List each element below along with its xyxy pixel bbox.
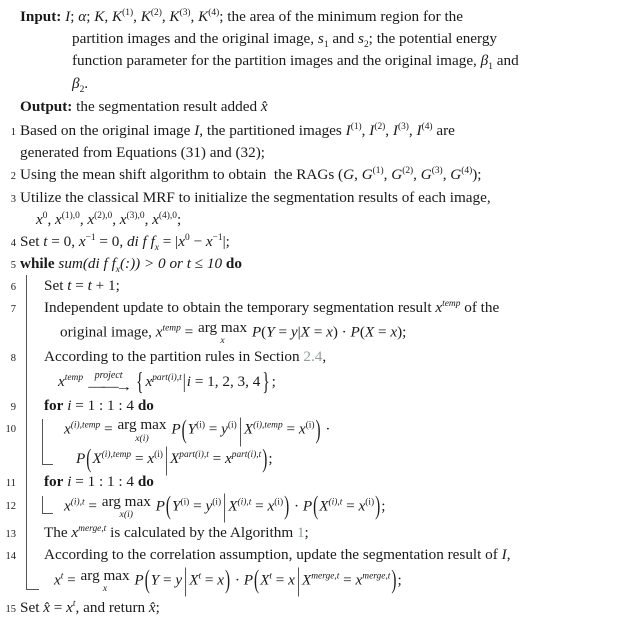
output-line <box>20 96 620 118</box>
step-number: 6 <box>10 282 16 294</box>
step-12-line-1: $x^{(i),t}$ = arg max x(i) $P(Y^{(i)} = y^{(i)}$ | $X^{(i),t} = x^{(i)}) \cdot P(X^{(i),t} = x^{(i)})$; <box>64 487 386 524</box>
while-body <box>0 275 628 598</box>
input-line-1 <box>20 6 620 28</box>
step-body <box>20 346 628 396</box>
project-arrow: project ——→ <box>88 369 130 395</box>
step-body <box>20 487 628 524</box>
step-14-line-1: According to the correlation assumption, update the segmentation result of I, <box>44 545 511 563</box>
step-number: 12 <box>5 500 16 512</box>
step-body <box>20 297 628 345</box>
argmax-operator: arg max x(i) <box>101 492 151 520</box>
step-3-line-2: $x^0$, $x^{(1),0}$, $x^{(2),0}$, $x^{(3),0}$, $x^{(4),0}$; <box>36 210 182 228</box>
for-loop-bracket <box>42 487 628 524</box>
step-9 <box>0 395 628 417</box>
step-11-line-1: for i = 1 : 1 : 4 do <box>44 473 154 491</box>
step-number: 3 <box>10 193 16 205</box>
step-3-line-1: Utilize the classical MRF to initialize the segmentation results of each image, <box>20 188 491 206</box>
step-body <box>20 120 628 164</box>
step-body <box>20 395 628 417</box>
step-2 <box>0 164 628 186</box>
step-5-line-1: while sum(di f $f_x(:)) > 0$ or t ≤ 10 do <box>20 255 242 276</box>
input-line-4: $\beta_2$. <box>72 74 89 95</box>
step-6 <box>0 275 628 297</box>
step-9-line-1: for i = 1 : 1 : 4 do <box>44 397 154 415</box>
argmax-operator: arg max x(i) <box>117 416 167 444</box>
argmax-operator: arg max x <box>197 318 248 346</box>
algorithm-steps <box>0 120 628 619</box>
step-15-line-1: Set x̂ = $x^t$, and return x̂; <box>20 598 160 616</box>
step-number: 1 <box>10 126 16 138</box>
for-loop-bracket <box>42 411 628 477</box>
argmax-operator: arg max x <box>80 566 130 595</box>
step-number: 11 <box>5 478 16 490</box>
step-body <box>20 231 628 253</box>
step-10-line-2: $P(X^{(i),temp} = x^{(i)}$ | $X^{part(i),t} = x^{part(i),t}$); <box>76 441 273 477</box>
step-body <box>20 275 628 297</box>
step-number: 5 <box>10 260 16 272</box>
output-text: the segmentation result added x̂ <box>76 97 268 115</box>
step-4 <box>0 231 628 253</box>
step-number: 10 <box>5 424 16 436</box>
step-7 <box>0 297 628 345</box>
step-body <box>20 187 628 231</box>
step-body <box>20 253 628 275</box>
step-body <box>20 164 628 186</box>
step-8-line-2: $x^{temp}$ project ——→ { $x^{part(i),t}|i = 1$, 2, 3, 4 } ; <box>58 367 276 397</box>
step-body <box>20 597 628 619</box>
step-number: 7 <box>10 304 16 316</box>
step-6-line-1: Set t = t + 1; <box>44 277 120 295</box>
step-number: 14 <box>5 550 16 562</box>
step-7-line-2: original image, $x^{temp}$ = arg max x P(Y = y|X = x) · P(X = x); <box>60 318 407 346</box>
step-1-line-2: generated from Equations (31) and (32); <box>20 144 266 162</box>
algorithm-header <box>0 0 628 118</box>
step-number: 2 <box>10 171 16 183</box>
step-number: 9 <box>10 402 16 414</box>
step-14 <box>0 544 628 598</box>
step-13 <box>0 522 628 544</box>
input-label: Input: <box>20 8 62 25</box>
step-10 <box>0 411 628 477</box>
step-number: 4 <box>10 237 16 249</box>
step-number: 13 <box>5 528 16 540</box>
step-12 <box>0 487 628 524</box>
step-5 <box>0 253 628 275</box>
step-4-line-1: Set t = 0, $x^{-1} = 0$, di f $f_x = |x^0 - x^{-1}|$; <box>20 232 230 253</box>
step-body <box>20 411 628 477</box>
step-body <box>20 544 628 598</box>
step-body <box>20 522 628 544</box>
step-10-line-1: $x^{(i),temp}$ = arg max x(i) $P(Y^{(i)} = y^{(i)}$ | $X^{(i),temp} = x^{(i)}$) · <box>64 411 331 448</box>
step-2-line-1: Using the mean shift algorithm to obtain the RAGs (G, $G^{(1)}$, $G^{(2)}$, $G^{(3)}$, $G^{(4)}$); <box>20 166 482 184</box>
step-14-line-2: $x^t$ = arg max x P(Y = y | $X^t = x) \cdot P(X^t = x$ | $X^{merge,t} = x^{merge,t}$); <box>54 562 402 598</box>
step-number: 8 <box>10 352 16 364</box>
step-13-line-1: The $x^{merge,t}$ is calculated by the Algorithm 1; <box>44 523 309 541</box>
step-8-line-1: According to the partition rules in Section 2.4, <box>44 347 327 365</box>
step-1 <box>0 120 628 164</box>
input-line-3: function parameter for the partition images and the original image, $\beta_1$ and <box>72 52 519 73</box>
output-label: Output: <box>20 97 73 115</box>
step-body <box>20 471 628 493</box>
algorithm-reference[interactable]: 1 <box>296 523 305 541</box>
step-7-line-1: Independent update to obtain the temporary segmentation result $x^{temp}$ of the <box>44 299 500 317</box>
step-8 <box>0 346 628 396</box>
section-reference[interactable]: 2.4 <box>303 347 323 365</box>
step-number: 15 <box>5 603 16 615</box>
step-3 <box>0 187 628 231</box>
step-15 <box>0 597 628 619</box>
step-1-line-1: Based on the original image I, the partitioned images $I^{(1)}$, $I^{(2)}$, $I^{(3)}$, $I^{(4)}$ are <box>20 121 455 139</box>
input-line-1-text: I; α; K, $K^{(1)}$, $K^{(2)}$, $K^{(3)}$, $K^{(4)}$; the area of the minimum region for the <box>65 7 463 25</box>
input-line-2: partition images and the original image, $s_1$ and $s_2$; the potential energy <box>72 30 498 51</box>
